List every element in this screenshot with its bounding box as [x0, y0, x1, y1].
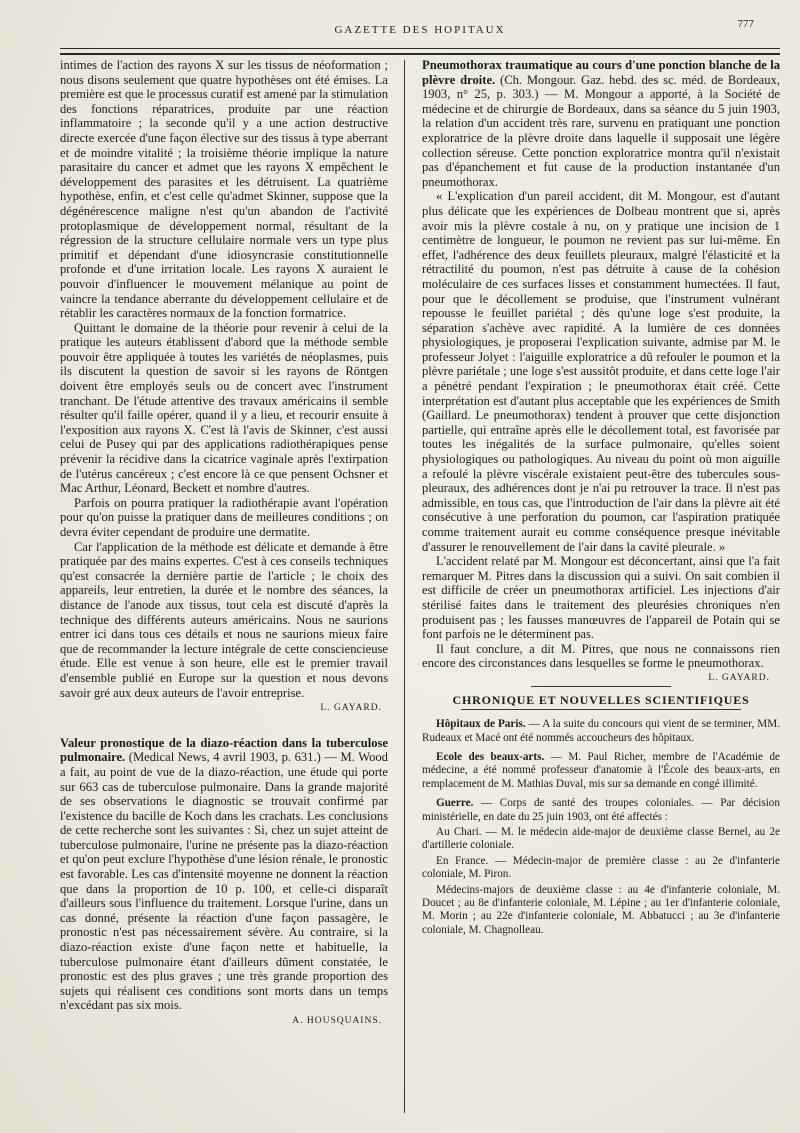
news-item	[422, 718, 780, 745]
paragraph: L'accident relaté par M. Mongour est déconcertant, ainsi que l'a fait remarquer M. Pitres dans la discussion qui a suivi. On sait combien il est difficile de créer un pneumothorax artificiel. Les injections d'air stérilisé faites dans le traitement des pleurésies chroniques n'en produisent pas ; les fausses manœuvres de l'appareil de Potain qui se font parfois ne le déterminent pas.	[422, 554, 780, 642]
news-body: — Corps de santé des troupes coloniales. — Par décision ministérielle, en date du 25 juin 1903, ont été affectés :	[422, 797, 780, 823]
left-column	[60, 58, 388, 1115]
section-heading: CHRONIQUE ET NOUVELLES SCIENTIFIQUES	[452, 692, 750, 707]
news-body: — M. Paul Richer, membre de l'Académie de médecine, a été nommé professeur d'anatomie à l'École des beaux-arts, en remplacement de M. Mathias Duval, mis sur sa demande en congé illimité.	[422, 750, 780, 790]
header-rule-top	[60, 48, 780, 49]
signature: L. GAYARD.	[708, 672, 770, 683]
header-rule-bottom	[60, 53, 780, 55]
page-number: 777	[737, 18, 754, 30]
news-item	[422, 751, 780, 791]
article-title: Pneumothorax traumatique au cours d'une ponction blanche de la plèvre droite.	[422, 58, 780, 87]
article-body: — M. Wood a fait, au point de vue de la diazo-réaction, une étude qui porte sur 663 cas de tuberculose pulmonaire. Dans la grande majorité de ses observations le diagnostic se trouvait confirmé par l'existence du bacille de Koch dans les crachats. Les conclusions de cette recherche sont les suivantes : Si, chez un sujet atteint de tuberculose pulmonaire, l'urine ne présente pas la diazo-réaction et qu'on peut exclure l'hypothèse d'une lésion rénale, le pronostic est favorable. Les cas d'intensité moyenne ne donnent la réaction que dans la proportion de 10 p. 100, et celle-ci disparaît d'ailleurs sous l'influence du traitement. Lorsque l'urine, dans un cas donné, présente la réaction d'une façon passagère, le pronostic n'est pas nécessairement sévère. Au contraire, si la diazo-réaction existe d'une façon nette et habituelle, la tuberculose pulmonaire étant d'ailleurs dûment constatée, le pronostic est des plus graves ; une très grande proportion des sujets qui réalisent ces conditions sont morts dans un temps n'excédant pas six mois.	[60, 750, 388, 1013]
paragraph: intimes de l'action des rayons X sur les tissus de néoformation ; nous disons seulement que quatre hypothèses ont été émises. La première est que le processus curatif est amené par la stimulation des fonctions réparatrices, produite par une réaction inflammatoire ; la seconde qu'il y a une action destructive directe exercée d'une façon élective sur des tissus à type aberrant et de moindre vitalité ; la troisième théorie implique la nature parasitaire du cancer et admet que les rayons X empêchent le développement des parasites et les détruisent. La quatrième hypothèse, enfin, et c'est celle qu'admet Skinner, suppose que la dégénérescence maligne n'est qu'un abandon de l'activité protoplasmique de développement normal, résultant de la régression de la structure cellulaire normale vers un type plus primitif et dépendant d'une idiosyncrasie constitutionnelle profonde et d'une irritation locale. Les rayons X auraient le pouvoir d'influencer le mouvement mélanique au point de vaincre la tendance aberrante du développement cellulaire et de rétablir les caractères normaux de la fonction formatrice.	[60, 58, 388, 321]
article-title: Valeur pronostique de la diazo-réaction dans la tuberculose pulmonaire.	[60, 735, 388, 765]
paragraph: « L'explication d'un pareil accident, dit M. Mongour, est d'autant plus délicate que les expériences de Dolbeau montrent que si, après avoir mis la plèvre costale à nu, on y pratique une incision de 1 centimètre de longueur, le poumon ne revient pas sur lui-même. En effet, l'adhérence des deux feuillets pleuraux, malgré l'élasticité et la rétractilité du poumon, n'est pas détruite à cause de la cohésion moléculaire de ces surfaces lisses et constamment humectées. Il faut, pour que le décollement se produise, que l'instrument vulnérant repousse le feuillet pariétal ; dès qu'une loge s'est produite, la séparation s'achève avec rapidité. A la lumière de ces données physiologiques, je proposerai l'explication suivante, admise par M. le professeur Jolyet : l'aiguille exploratrice a dû refouler le poumon et la plèvre pariétale ; une loge s'est aussitôt produite, et dans cette loge l'air a pénétré pendant l'expiration ; le pneumothorax était créé. Cette interprétation est d'autant plus acceptable que les expériences de Smith (Gaillard. Le pneumothorax) tendent à prouver que cette disjonction partielle, qui entraîne après elle le décollement total, est favorisée par toutes les inégalités de la surface pulmonaire, qu'elles soient physiologiques ou pathologiques. Au niveau du point où mon aiguille a refoulé la plèvre viscérale existaient peut-être des tubercules sous-pleuraux, des adhérences dont je n'ai pu retrouver la trace. Il n'est pas admissible, en tous cas, que l'introduction de l'air dans la plèvre ait été consécutive à une perforation du poumon, car l'aspiration pratiquée comme traitement aurait eu comme conséquence presque inévitable d'assurer le renouvellement de l'air dans la cavité pleurale. »	[422, 189, 780, 554]
news-item	[422, 797, 780, 824]
news-list	[422, 718, 780, 937]
news-subitem: Au Chari. — M. le médecin aide-major de deuxième classe Bernel, au 2e d'artillerie coloniale.	[422, 825, 780, 852]
paragraph	[422, 641, 780, 683]
news-title: Ecole des beaux-arts.	[436, 750, 545, 763]
paragraph: Car l'application de la méthode est délicate et demande à être pratiquée par des mains expertes. C'est à ces conseils techniques qu'est consacrée la dernière partie de l'article ; le choix des appareils, leur entretien, la durée et le nombre des séances, la distance de l'anode aux tissus, tout cela est discuté d'après la technique des différents auteurs américains. Nous ne saurions entrer ici dans tous ces détails et nous ne saurions mieux faire que de recommander la lecture intégrale de cette consciencieuse étude. Elle est venue à son heure, elle est le premier travail d'ensemble publié en Europe sur la question et nous devons savoir gré aux deux auteurs de l'avoir entreprise.	[60, 539, 388, 700]
paragraph: Parfois on pourra pratiquer la radiothérapie avant l'opération pour qu'on puisse la pratiquer dans de meilleures conditions ; on devra éviter cependant de produire une dermatite.	[60, 495, 388, 539]
section-underline	[461, 709, 741, 710]
paragraph-text: Il faut conclure, a dit M. Pitres, que nous ne connaissons rien encore des circonstances dans lesquelles se forme le pneumothorax.	[422, 641, 780, 671]
news-title: Guerre.	[436, 797, 474, 810]
right-column	[422, 58, 780, 1115]
column-divider	[404, 60, 405, 1113]
article-body: — M. Mongour a apporté, à la Société de médecine et de chirurgie de Bordeaux, dans sa séance du 5 juin 1903, la relation d'un accident très rare, survenu en pratiquant une ponction exploratrice de la plèvre droite dans laquelle il supposait une légère collection séreuse. Cette ponction exploratrice montra qu'il n'existait pas d'épanchement et fut cause de la production instantanée d'un pneumothorax.	[422, 87, 780, 189]
news-title: Hôpitaux de Paris.	[436, 718, 526, 731]
paragraph: Quittant le domaine de la théorie pour revenir à celui de la pratique les auteurs établissent d'abord que la méthode semble pouvoir être appliquée à toutes les variétés de néoplasmes, puis ils discutent la question de savoir si les rayons de Röntgen doivent être employés seuls ou de concert avec l'instrument tranchant. De l'étude attentive des travaux américains il semble résulter qu'il faille opérer, quand il y a lieu, et recourir ensuite à l'exposition aux rayons X. C'est là l'avis de Skinner, c'est aussi celui de Pusey qui par des applications radiothérapiques pense prévenir la récidive dans la cicatrice vaginale après l'extirpation de l'utérus cancéreux ; c'est encore là ce que pensent Ochsner et Mac Arthur, Léonard, Beckett et nombre d'autres.	[60, 320, 388, 496]
news-subitem: Médecins-majors de deuxième classe : au 4e d'infanterie coloniale, M. Doucet ; au 8e d'infanterie coloniale, M. Lépine ; au 1er d'infanterie coloniale, M. Morin ; au 22e d'infanterie coloniale, M. Abbatucci ; au 3e d'infanterie coloniale, M. Chagnolleau.	[422, 883, 780, 936]
article-source: (Medical News, 4 avril 1903, p. 631.)	[128, 750, 321, 765]
news-subitem: En France. — Médecin-major de première classe : au 2e d'infanterie coloniale, M. Piron.	[422, 854, 780, 881]
news-body: — A la suite du concours qui vient de se terminer, MM. Rudeaux et Macé ont été nommés accoucheurs des hôpitaux.	[422, 718, 780, 744]
signature: A. HOUSQUAINS.	[292, 1016, 382, 1026]
page-header	[60, 14, 780, 56]
signature: L. GAYARD.	[320, 703, 382, 714]
running-title: GAZETTE DES HOPITAUX	[334, 24, 506, 36]
section-separator	[531, 686, 671, 687]
article-source: (Ch. Mongour. Gaz. hebd. des sc. méd. de Bordeaux, 1903, n° 25, p. 303.)	[422, 72, 780, 102]
article-diazo	[60, 736, 388, 1029]
